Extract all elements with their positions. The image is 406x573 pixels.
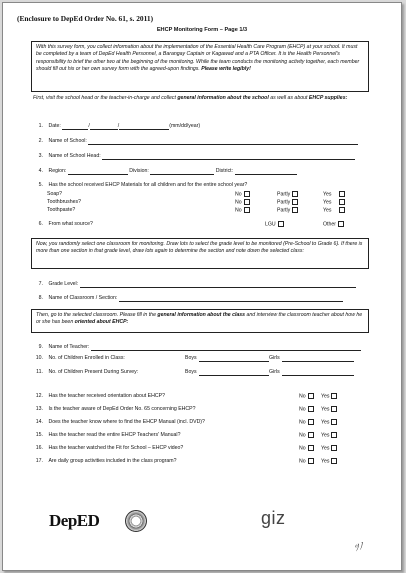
list-item: 17. Are daily group activities included in the class program?: [35, 458, 177, 464]
source-row: 6. From what source?: [38, 221, 93, 227]
classroom-selection-box: Now, you randomly select one classroom for monitoring. Draw lots to select the grade level to be monitored (Pre-School to Grade 6). If there is more than one section in that grade level, draw lots again to determine the section and note down the selected class:: [31, 238, 369, 269]
q13-no-checkbox[interactable]: [308, 406, 314, 412]
district-field[interactable]: [235, 168, 297, 175]
present-boys-field[interactable]: [199, 369, 269, 376]
grade-level-row: 7. Grade Level:: [29, 281, 356, 288]
intro-after-text: First, visit the school head or the teacher-in-charge and collect general information about the school as well as about EHCP supplies:: [33, 95, 348, 101]
list-item: 13. Is the teacher aware of DepEd Order No. 65 concerning EHCP?: [35, 406, 196, 412]
enrolled-girls-field[interactable]: [282, 355, 354, 362]
teacher-name-row: 9. Name of Teacher:: [29, 344, 361, 351]
q14-yes-checkbox[interactable]: [331, 419, 337, 425]
source-other-checkbox[interactable]: [338, 221, 344, 227]
date-day-field[interactable]: [90, 123, 118, 130]
form-title: EHCP Monitoring Form – Page 1/3: [156, 27, 248, 33]
q17-yes-checkbox[interactable]: [331, 458, 337, 464]
q16-yes-checkbox[interactable]: [331, 445, 337, 451]
classroom-name-field[interactable]: [119, 295, 343, 302]
intro-instruction-box: [31, 41, 369, 92]
toothpaste-partly-checkbox[interactable]: [292, 207, 298, 213]
enrolled-row: 10. No. of Children Enrolled in Class:: [35, 355, 125, 361]
teacher-name-field[interactable]: [91, 344, 361, 351]
date-row: 1. Date: / / (mm/dd/year): [38, 123, 201, 129]
q14-no-checkbox[interactable]: [308, 419, 314, 425]
date-month-field[interactable]: [62, 123, 88, 130]
region-field[interactable]: [68, 168, 128, 175]
list-item: 16. Has the teacher watched the Fit for School – EHCP video?: [35, 445, 184, 451]
list-item: 15. Has the teacher read the entire EHCP Teachers' Manual?: [35, 432, 181, 438]
intro-emphasis: Please write legibly!: [201, 66, 251, 73]
enclosure-heading: (Enclosure to DepEd Order No. 61, s. 2011): [17, 14, 154, 23]
division-field[interactable]: [150, 168, 214, 175]
soap-no-checkbox[interactable]: [244, 191, 250, 197]
source-lgu-checkbox[interactable]: [278, 221, 284, 227]
form-page: (Enclosure to DepEd Order No. 61, s. 2011) EHCP Monitoring Form – Page 1/3 With this survey form, you collect information about the implementation of the Essential Health Care Program (EHCP) at your school. It must be completed by a team of DepEd Health Personnel, a Barangay Captain or Kagawad and a PTA Officer. It is the Health Personnel's responsibility to brief the other two at the beginning of the monitoring. While the team conducts the monitoring activity together, each member should fill out his or her own survey form with the agreed-upon findings. Please write legibly! First, visit the school head or the teacher-in-charge and collect general information about the school as well as about EHCP supplies: 1. Date: / / (mm/dd/year) 2. Name of School: 3. Name of School Head: 4. Region: Division: District: 5. Has the school received EHCP Materials for all children and for the entire school year? Soap? No Partly Yes Toothbrushes? No Partly Yes Toothpaste? No Partly Yes 6. From what source? LGU Other Now, you randomly select one classroom for monitoring. Draw lots to select the grade level to be monitored (Pre-School to Grade 6). If there is more than one section in that grade level, draw lots again to determine the section and note down the selected class: 7. Grade Level: 8. Name of Classroom / Section: Then, go to the selected classroom. Please fill in the general information about the class and interview the classroom teacher about how he or she has been oriented about EHCP: 9. Name of Teacher: 10. No. of Children Enrolled in Class: Boys Girls 11. No. of Children Present During Survey: Boys Girls 12. Has the teacher received orientation about EHCP? No Yes 13. Is the teacher aware of DepEd Order No. 65 concerning EHCP? No Yes 14. Does the teacher know where to find the EHCP Manual (incl. DVD)? No Yes 15. Has the teacher read the entire EHCP Teachers' Manual? No Yes 16. Has the teacher watched the Fit for School – EHCP video? No Yes 17. Are daily group activities included in the class program? No Yes DepED giz ﾂﾉ: [2, 2, 402, 571]
toothpaste-no-checkbox[interactable]: [244, 207, 250, 213]
q12-no-checkbox[interactable]: [308, 393, 314, 399]
class-info-box: Then, go to the selected classroom. Please fill in the general information about the class and interview the classroom teacher about how he or she has been oriented about EHCP:: [31, 309, 369, 333]
government-seal-icon: [125, 510, 147, 532]
present-girls-field[interactable]: [282, 369, 354, 376]
q13-yes-checkbox[interactable]: [331, 406, 337, 412]
materials-question: 5. Has the school received EHCP Materials for all children and for the entire school year?: [38, 182, 248, 188]
q17-no-checkbox[interactable]: [308, 458, 314, 464]
soap-yes-checkbox[interactable]: [339, 191, 345, 197]
giz-logo: giz: [261, 508, 286, 528]
enrolled-boys-field[interactable]: [199, 355, 269, 362]
region-row: 4. Region: Division: District:: [29, 168, 297, 175]
list-item: 12. Has the teacher received orientation about EHCP?: [35, 393, 165, 399]
school-name-row: 2. Name of School:: [29, 138, 358, 145]
q16-no-checkbox[interactable]: [308, 445, 314, 451]
classroom-name-row: 8. Name of Classroom / Section:: [29, 295, 343, 302]
toothpaste-yes-checkbox[interactable]: [339, 207, 345, 213]
q12-yes-checkbox[interactable]: [331, 393, 337, 399]
school-head-field[interactable]: [102, 153, 355, 160]
grade-level-field[interactable]: [80, 281, 356, 288]
present-row: 11. No. of Children Present During Survey:: [36, 369, 139, 375]
soap-partly-checkbox[interactable]: [292, 191, 298, 197]
toothbrush-yes-checkbox[interactable]: [339, 199, 345, 205]
school-name-field[interactable]: [88, 138, 358, 145]
q15-no-checkbox[interactable]: [308, 432, 314, 438]
date-year-field[interactable]: [119, 123, 169, 130]
intro-text: With this survey form, you collect information about the implementation of the Essential Health Care Program (EHCP) at your school. It must be completed by a team of DepEd Health Personnel, a Barangay Captain or Kagawad and a PTA Officer. It is the Health Personnel's responsibility to brief the other two at the beginning of the monitoring. While the team conducts the monitoring activity together, each member should fill out his or her own survey form with the agreed-upon findings.: [36, 44, 360, 73]
school-head-row: 3. Name of School Head:: [29, 153, 355, 160]
deped-logo: DepED: [49, 511, 100, 530]
toothbrush-partly-checkbox[interactable]: [292, 199, 298, 205]
toothbrush-no-checkbox[interactable]: [244, 199, 250, 205]
handwritten-signature: ﾂﾉ: [352, 540, 365, 554]
list-item: 14. Does the teacher know where to find the EHCP Manual (incl. DVD)?: [35, 419, 205, 425]
q15-yes-checkbox[interactable]: [331, 432, 337, 438]
